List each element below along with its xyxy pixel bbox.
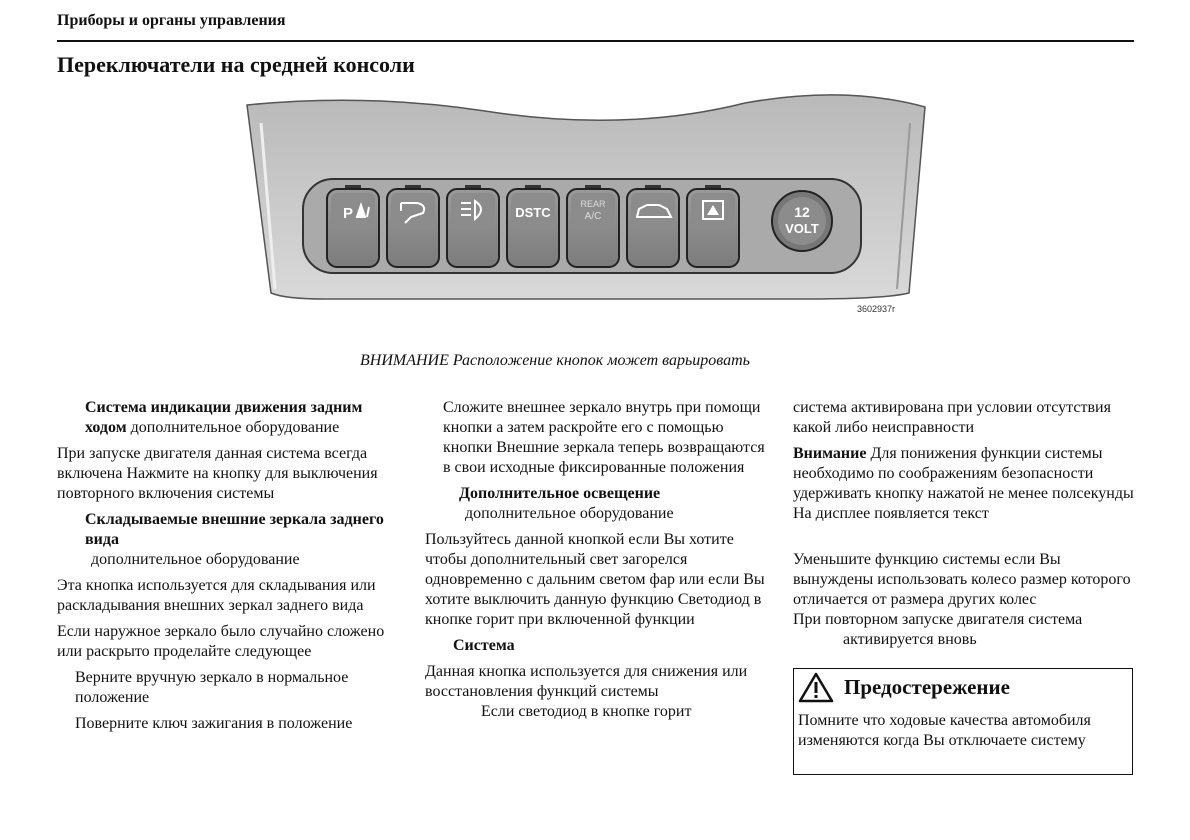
paragraph: Если светодиод в кнопке горит (481, 703, 692, 720)
heading-system: Система (453, 637, 515, 654)
column-1 (57, 398, 402, 740)
paragraph: Если наружное зеркало было случайно сложено или раскрыто проделайте следующее (57, 623, 385, 660)
page-title: Переключатели на средней консоли (57, 52, 415, 77)
heading-folding-mirrors-note: дополнительное оборудование (91, 551, 300, 568)
paragraph: На дисплее появляется текст (793, 505, 989, 522)
button-park-assist (327, 185, 379, 267)
button-car-system (627, 185, 679, 267)
heading-reverse-system-a: Система индикации движения задним (85, 399, 363, 416)
button-rear-ac (567, 185, 619, 267)
button-warning (687, 185, 739, 267)
heading-aux-lights (425, 484, 770, 524)
heading-reverse-system-b: ходом (85, 419, 127, 436)
console-switch-figure (245, 93, 935, 323)
socket-label-bottom: VOLT (785, 221, 819, 236)
heading-reverse-system-note: дополнительное оборудование (130, 419, 340, 436)
rear-ac-label-bottom: A/C (584, 211, 602, 222)
column-3 (793, 398, 1135, 656)
warning-title: Предостережение (844, 675, 1010, 699)
column-2 (425, 398, 770, 728)
heading-folding-mirrors-text: Складываемые внешние зеркала заднего вида (85, 511, 384, 548)
paragraph: При повторном запуске двигателя система (793, 611, 1083, 628)
attention-label: Внимание (793, 445, 867, 462)
figure-ref-code: 3602937r (857, 304, 896, 314)
step-item: Верните вручную зеркало в нормальное положение (75, 669, 349, 706)
paragraph: Уменьшите функцию системы если Вы вынуждены использовать колесо размер которого отличается от размера других колес (793, 551, 1131, 608)
heading-reverse-system (57, 398, 402, 438)
socket-label-top: 12 (794, 204, 810, 220)
warning-text: Помните что ходовые качества автомобиля изменяются когда Вы отключаете систему (798, 712, 1091, 749)
paragraph: Пользуйтесь данной кнопкой если Вы хотите чтобы дополнительный свет загорелся одновременно с дальним светом фар или если Вы хотите выключить данную функцию Светодиод в кнопке горит при включенной функции (425, 531, 765, 628)
rear-ac-label-top: REAR (580, 199, 606, 209)
power-socket-12v (772, 191, 832, 251)
section-header: Приборы и органы управления (57, 12, 286, 29)
header-rule (57, 40, 1134, 42)
heading-aux-lights-note: дополнительное оборудование (465, 505, 674, 522)
step-item: Поверните ключ зажигания в положение (75, 715, 353, 732)
figure-caption: ВНИМАНИЕ Расположение кнопок может варьировать (360, 352, 750, 369)
heading-folding-mirrors (57, 510, 402, 570)
paragraph: Эта кнопка используется для складывания или раскладывания внешних зеркал заднего вида (57, 577, 376, 614)
button-mirror-fold (387, 185, 439, 267)
paragraph: При запуске двигателя данная система всегда включена Нажмите на кнопку для выключения повторного включения системы (57, 445, 378, 502)
attention-text: Для понижения функции системы необходимо по соображениям безопасности удерживать кнопку нажатой не менее полсекунды (793, 445, 1134, 502)
button-dstc (507, 185, 559, 267)
paragraph: активируется вновь (843, 631, 977, 648)
dstc-label: DSTC (515, 205, 551, 220)
attention-paragraph (793, 444, 1135, 504)
paragraph: Данная кнопка используется для снижения или восстановления функций системы (425, 663, 748, 700)
warning-box (793, 668, 1133, 775)
button-aux-lights (447, 185, 499, 267)
park-assist-label: P (343, 205, 354, 222)
step-item: Сложите внешнее зеркало внутрь при помощи кнопки а затем раскройте его с помощью кнопки Внешние зеркала теперь возвращаются в свои исходные фиксированные положения (443, 399, 765, 476)
heading-aux-lights-text: Дополнительное освещение (459, 485, 661, 502)
warning-triangle-icon (798, 671, 834, 703)
paragraph: система активирована при условии отсутствия какой либо неисправности (793, 399, 1111, 436)
